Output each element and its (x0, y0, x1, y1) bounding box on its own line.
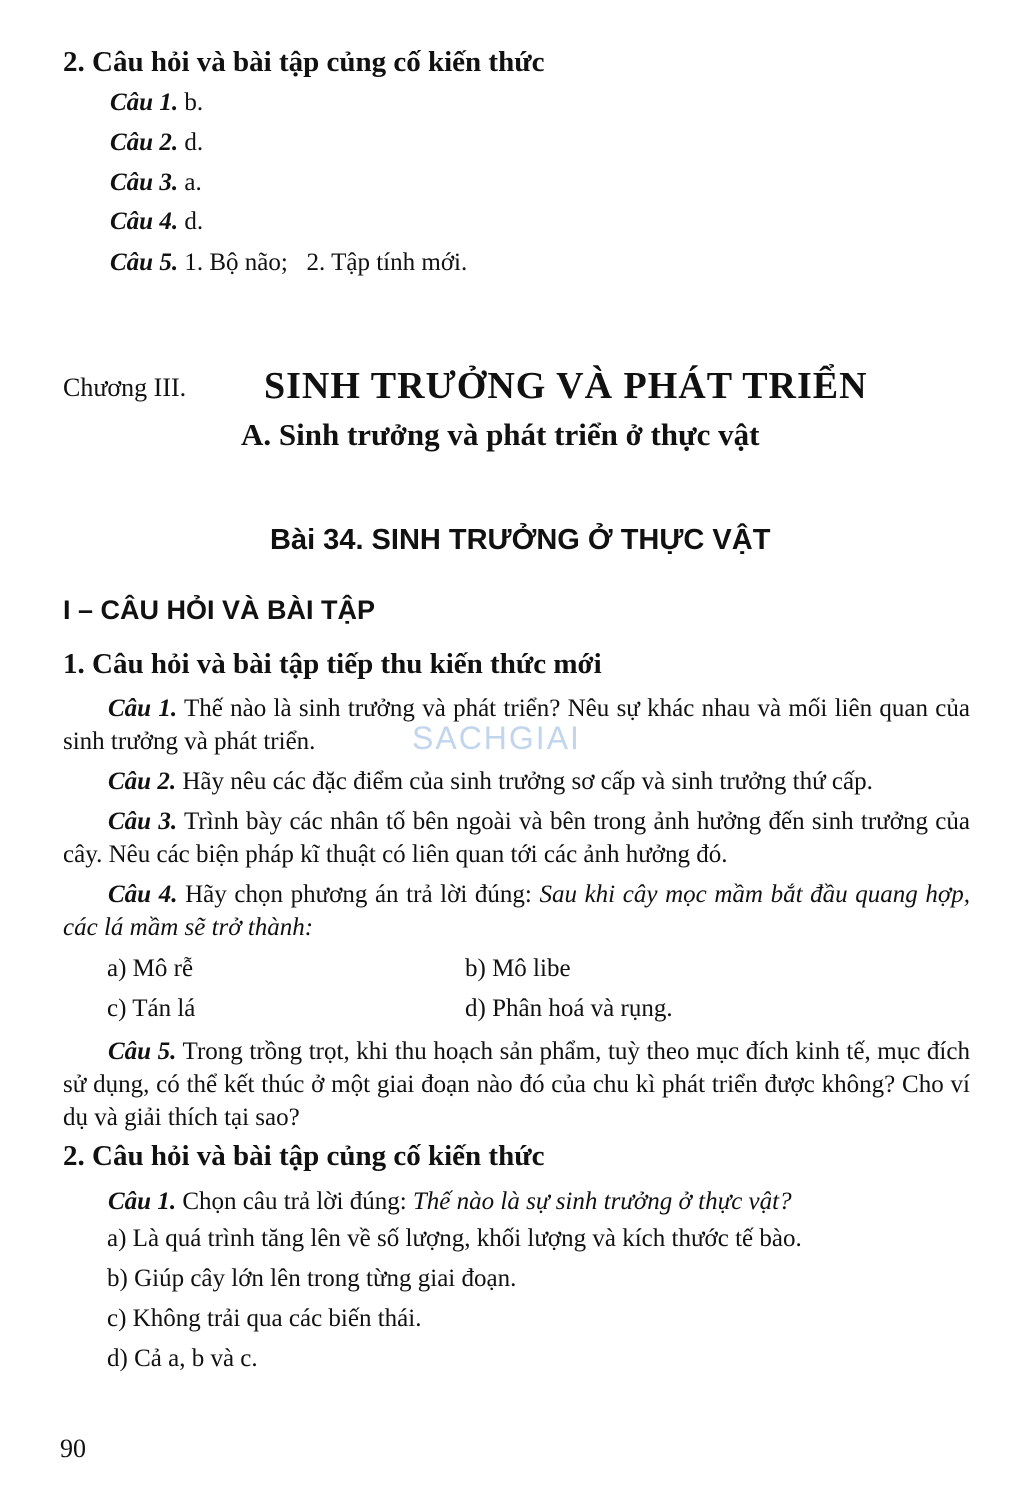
chapter-subtitle: A. Sinh trưởng và phát triển ở thực vật (241, 417, 760, 452)
section-heading-reinforce: 2. Câu hỏi và bài tập củng cố kiến thức (63, 46, 545, 78)
part-heading-reinforce: 2. Câu hỏi và bài tập củng cố kiến thức (63, 1140, 545, 1172)
answer-line: Câu 3. a. (110, 169, 202, 196)
reinforce-question-1: Câu 1. Chọn câu trả lời đúng: Thế nào là sự sinh trưởng ở thực vật? (108, 1188, 792, 1215)
watermark-logo: SACHGIAI (412, 720, 581, 756)
part-heading-new-knowledge: 1. Câu hỏi và bài tập tiếp thu kiến thức mới (63, 648, 602, 680)
chapter-title: SINH TRƯỞNG VÀ PHÁT TRIỂN (264, 365, 868, 407)
option-a: a) Mô rễ (107, 955, 194, 982)
answer-line: Câu 1. b. (110, 89, 204, 116)
answer-line: Câu 4. d. (110, 208, 204, 235)
answer-option-b: b) Giúp cây lớn lên trong từng giai đoạn. (107, 1265, 517, 1292)
question-1: Câu 1. Thế nào là sinh trưởng và phát triển? Nêu sự khác nhau và mối liên quan của sinh trưởng và phát triển. (63, 695, 970, 755)
option-c: c) Tán lá (107, 995, 196, 1022)
chapter-label: Chương III. (63, 373, 187, 402)
answer-line: Câu 2. d. (110, 129, 204, 156)
question-2: Câu 2. Hãy nêu các đặc điểm của sinh trưởng sơ cấp và sinh trưởng thứ cấp. (108, 768, 873, 795)
section-title: I – CÂU HỎI VÀ BÀI TẬP (63, 595, 376, 625)
question-5: Câu 5. Trong trồng trọt, khi thu hoạch sản phẩm, tuỳ theo mục đích kinh tế, mục đích sử dụng, có thể kết thúc ở một giai đoạn nào đó của chu kì phát triển được không? Cho ví dụ và giải thích tại sao? (63, 1038, 970, 1131)
option-b: b) Mô libe (465, 955, 571, 982)
answer-option-d: d) Cả a, b và c. (107, 1345, 258, 1372)
answer-option-a: a) Là quá trình tăng lên về số lượng, khối lượng và kích thước tế bào. (107, 1225, 802, 1252)
lesson-title: Bài 34. SINH TRƯỞNG Ở THỰC VẬT (270, 524, 771, 556)
answer-option-c: c) Không trải qua các biến thái. (107, 1305, 422, 1332)
answer-line: Câu 5. 1. Bộ não; 2. Tập tính mới. (110, 249, 468, 276)
option-d: d) Phân hoá và rụng. (465, 995, 673, 1022)
question-3: Câu 3. Trình bày các nhân tố bên ngoài và bên trong ảnh hưởng đến sinh trưởng của cây. Nêu các biện pháp kĩ thuật có liên quan tới các ảnh hưởng đó. (63, 808, 970, 868)
question-4: Câu 4. Hãy chọn phương án trả lời đúng: Sau khi cây mọc mầm bắt đầu quang hợp, các lá mầm sẽ trở thành: (63, 881, 970, 941)
page-number: 90 (60, 1434, 86, 1463)
